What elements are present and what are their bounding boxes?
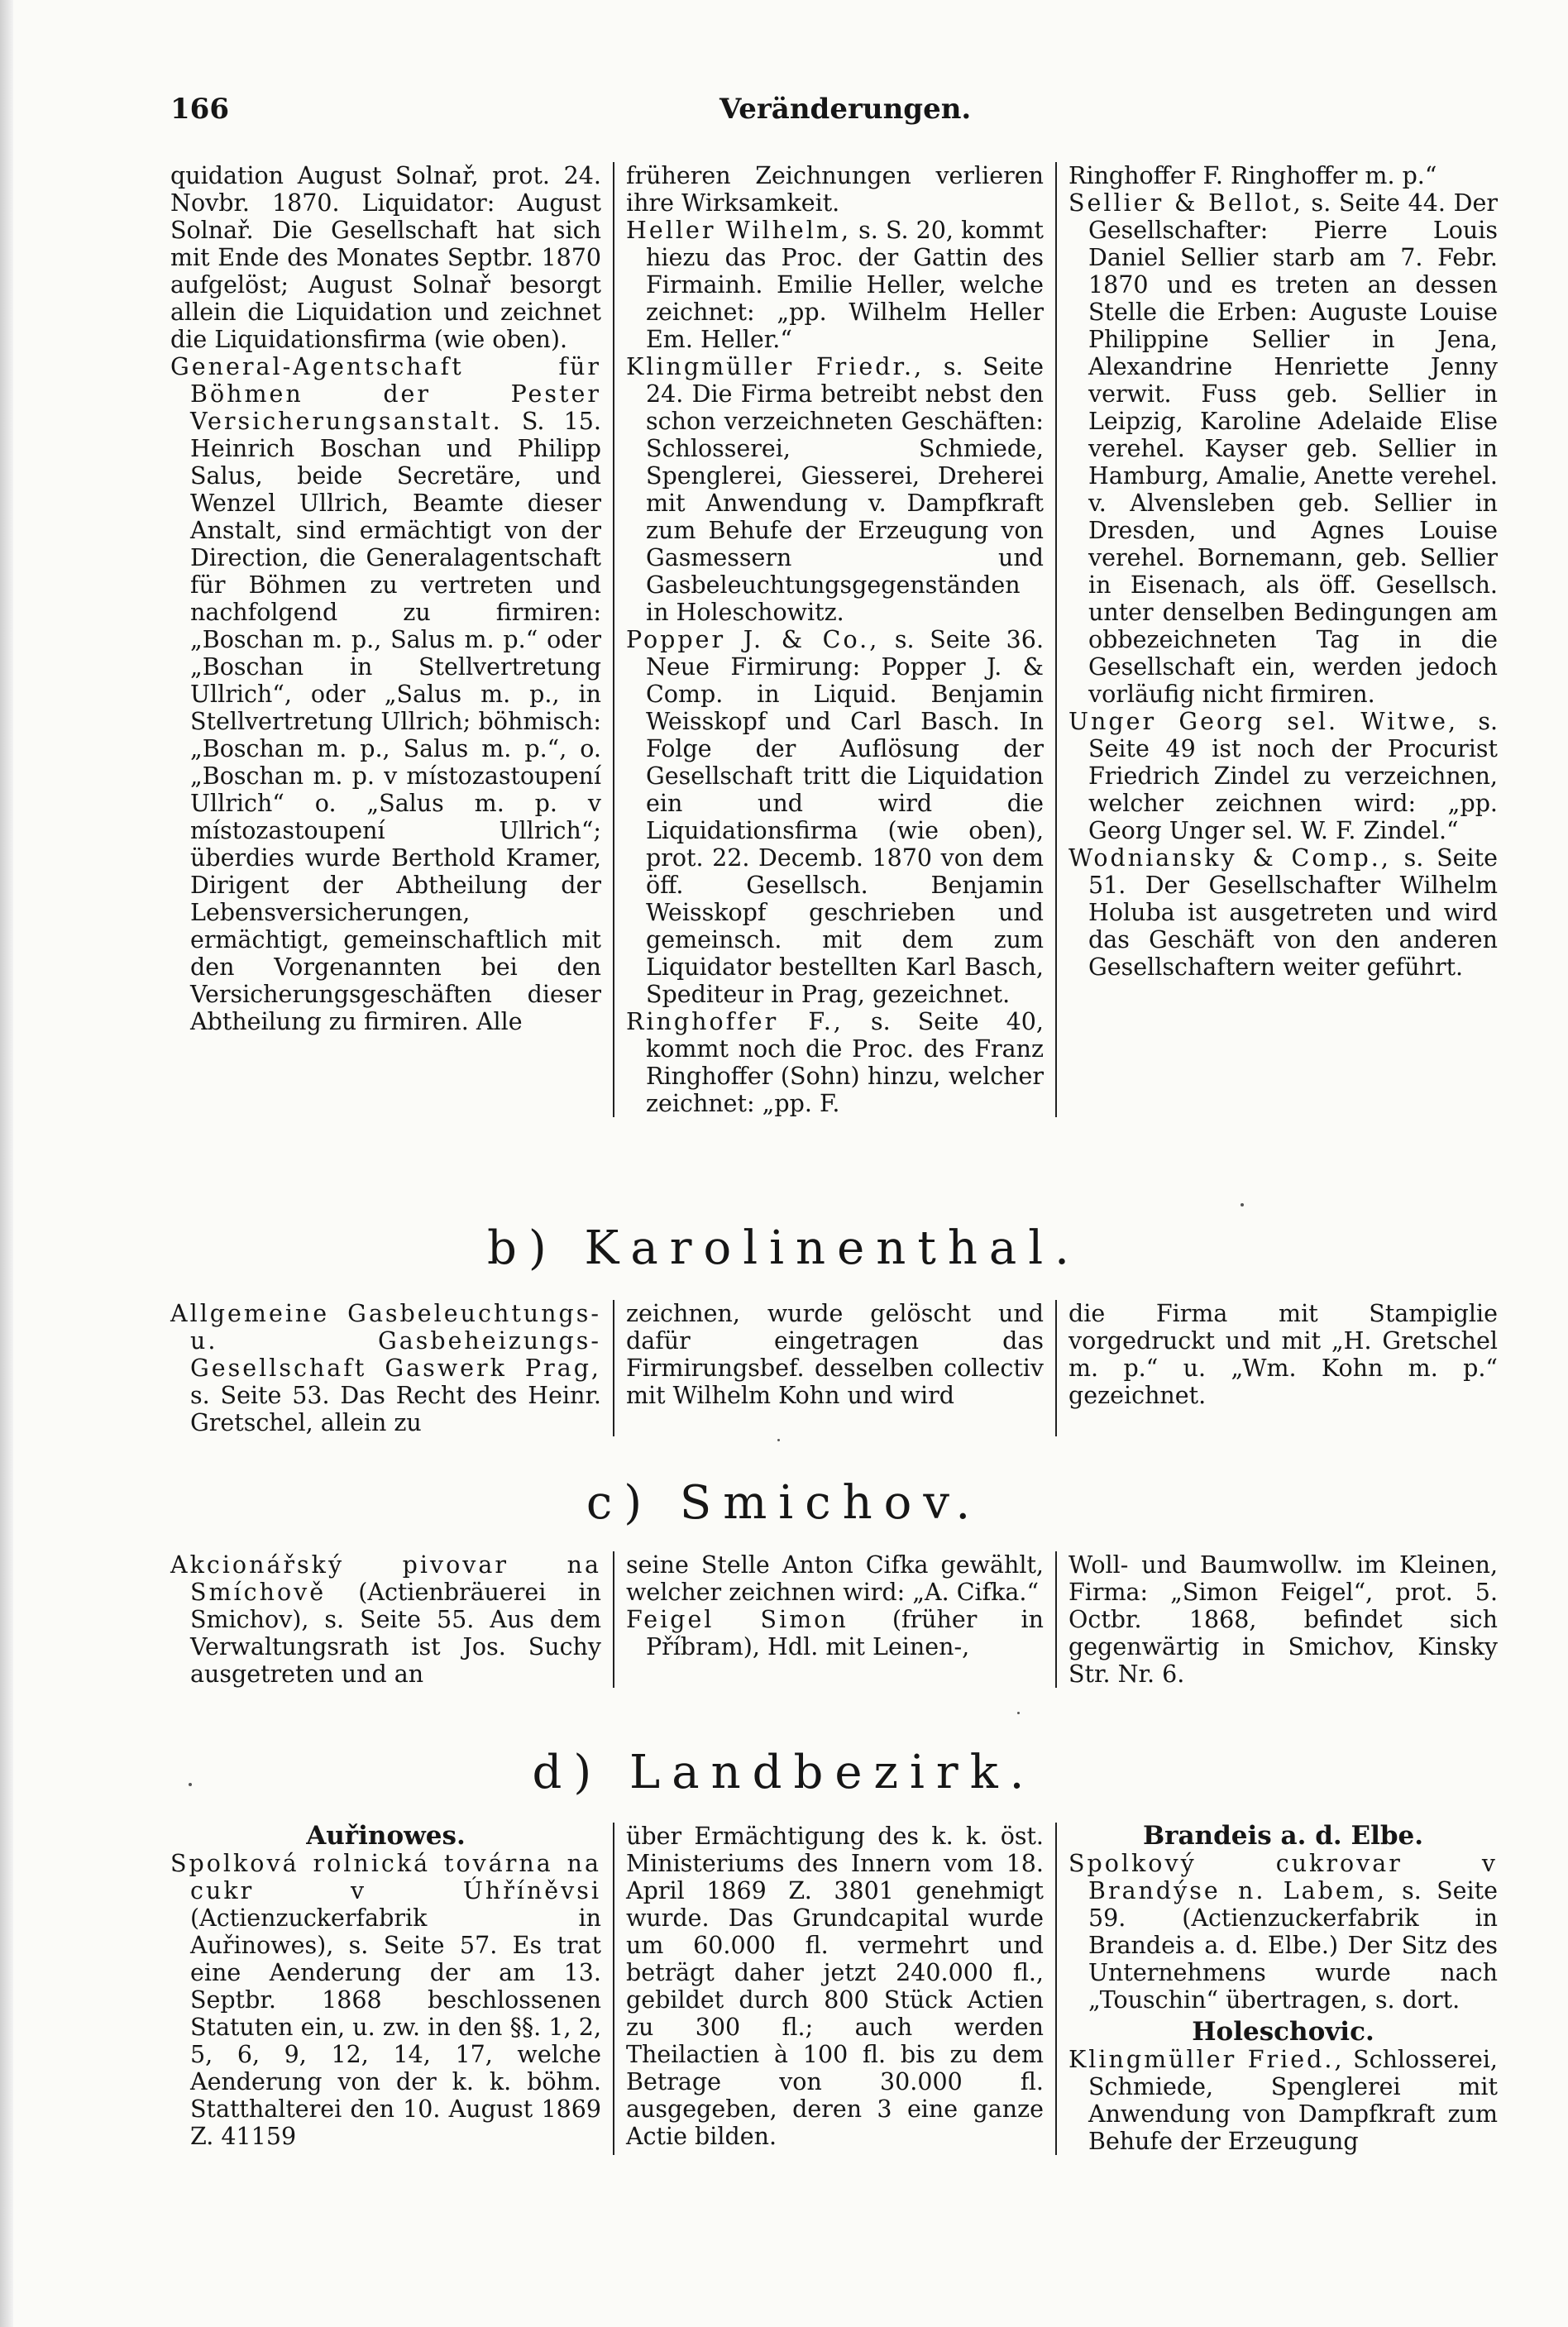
entry-text: s. Seite 40, kommt noch die Proc. des Franz Ringhoffer (Sohn) hinzu, welcher zeichnet: „pp. F.: [646, 1008, 1044, 1117]
section-d-columns: [170, 1823, 1499, 2155]
register-entry: [626, 217, 1044, 353]
register-entry: [1068, 708, 1498, 844]
register-entry: [626, 626, 1044, 1008]
section-d-column-3-entries-b: [1068, 2046, 1498, 2155]
entry-firm-name: Wodniansky & Comp.,: [1068, 844, 1391, 872]
register-entry: [170, 1850, 601, 2150]
section-d-column-3: [1055, 1823, 1498, 2155]
entry-text: (Actienzuckerfabrik in Auřinowes), s. Seite 57. Es trat eine Aenderung der am 13. Septbr. 1868 beschlossenen Statuten ein, u. zw. in den §§. 1, 2, 5, 6, 9, 12, 14, 17, welche Aenderung von der k. k. böhm. Statthalterei den 10. August 1869 Z. 41159: [190, 1904, 601, 2150]
section-c-column-1: [170, 1551, 613, 1688]
top-column-1: [170, 162, 613, 1117]
register-entry: [626, 1008, 1044, 1117]
entry-firm-name: Feigel Simon: [626, 1606, 849, 1633]
section-d-column-1-entries: [170, 1850, 601, 2150]
register-entry: [626, 1606, 1044, 1660]
print-speck: [1017, 1712, 1020, 1714]
entry-firm-name: Ringhoffer F.,: [626, 1008, 844, 1035]
register-entry: [170, 1300, 601, 1436]
entry-firm-name: Spolkový cukrovar v Brandýse n. Labem,: [1068, 1850, 1498, 1904]
section-b-column-3: [1055, 1300, 1498, 1436]
entry-text: (früher in Příbram), Hdl. mit Leinen-,: [646, 1606, 1044, 1660]
entry-text: Woll- und Baumwollw. im Kleinen, Firma: „Simon Feigel“, prot. 5. Octbr. 1868, befindet sich gegenwärtig in Smichov, Kinsky Str. Nr. 6.: [1068, 1551, 1498, 1688]
print-speck: [1241, 1203, 1244, 1207]
top-columns: [170, 162, 1499, 1117]
place-heading-brandeis: Brandeis a. d. Elbe.: [1142, 1821, 1424, 1851]
page-number: 166: [170, 93, 229, 126]
entry-firm-name: Allgemeine Gasbeleuchtungs- u. Gasbeheizungs-Gesellschaft Gaswerk Prag,: [170, 1300, 601, 1382]
register-entry: [1068, 844, 1498, 981]
register-entry-continuation: [626, 1300, 1044, 1409]
entry-text: die Firma mit Stampiglie vorgedruckt und mit „H. Gretschel m. p.“ u. „Wm. Kohn m. p.“ gezeichnet.: [1068, 1300, 1498, 1409]
top-column-2: [613, 162, 1055, 1117]
print-speck: [777, 1439, 780, 1441]
section-d-column-2: [613, 1823, 1055, 2155]
register-entry: [626, 353, 1044, 626]
entry-text: s. Seite 24. Die Firma betreibt nebst den schon verzeichneten Geschäften: Schlosserei, Schmiede, Spenglerei, Giesserei, Dreherei mit Anwendung v. Dampfkraft zum Behufe der Erzeugung von Gasmessern und Gasbeleuchtungsgegenständen in Holeschowitz.: [646, 353, 1044, 626]
register-entry-continuation: [626, 1823, 1044, 2150]
register-entry-continuation: [1068, 162, 1498, 189]
entry-text: s. Seite 44. Der Gesellschafter: Pierre Louis Daniel Sellier starb am 7. Febr. 1870 und es treten an dessen Stelle die Erben: Auguste Louise Philippine Sellier in Jena, Alexandrine Henriette Jenny verwit. Fuss geb. Sellier in Leipzig, Karoline Adelaide Elise verehel. Kayser geb. Sellier in Hamburg, Amalie, Anette verehel. v. Alvensleben geb. Sellier in Dresden, und Agnes Louise verehel. Bornemann, geb. Sellier in Eisenach, als öff. Gesellsch. unter denselben Bedingungen am obbezeichneten Tag in die Gesellschaft ein, werden jedoch vorläufig nicht firmiren.: [1088, 189, 1498, 708]
entry-text: s. Seite 59. (Actienzuckerfabrik in Brandeis a. d. Elbe.) Der Sitz des Unternehmens wurde nach „Touschin“ übertragen, s. dort.: [1088, 1877, 1498, 2014]
register-entry: [1068, 1850, 1498, 2014]
entry-text: s. S. 20, kommt hiezu das Proc. der Gattin des Firmainh. Emilie Heller, welche zeichnet: „pp. Wilhelm Heller Em. Heller.“: [646, 217, 1044, 353]
section-b-column-2: [613, 1300, 1055, 1436]
entry-text: s. Seite 36. Neue Firmirung: Popper J. & Comp. in Liquid. Benjamin Weisskopf und Carl Basch. In Folge der Auflösung der Gesellschaft tritt die Liquidation ein und wird die Liquidationsfirma (wie oben), prot. 22. Decemb. 1870 von dem öff. Gesellsch. Benjamin Weisskopf geschrieben und gemeinsch. mit dem zum Liquidator bestellten Karl Basch, Spediteur in Prag, gezeichnet.: [646, 626, 1045, 1008]
entry-text: s. Seite 51. Der Gesellschafter Wilhelm Holuba ist ausgetreten und wird das Geschäft von den anderen Gesellschaftern weiter geführt.: [1088, 844, 1498, 981]
section-d-column-3-entries-a: [1068, 1850, 1498, 2014]
entry-text: s. Seite 49 ist noch der Procurist Friedrich Zindel zu verzeichnen, welcher zeichnen wird: „pp. Georg Unger sel. W. F. Zindel.“: [1088, 708, 1498, 844]
register-entry-continuation: [626, 1551, 1044, 1606]
entry-text: über Ermächtigung des k. k. öst. Ministeriums des Innern vom 18. April 1869 Z. 3801 genehmigt wurde. Das Grundcapital wurde um 60.000 fl. vermehrt und beträgt daher jetzt 240.000 fl., gebildet durch 800 Stück Actien zu 300 fl.; auch werden Theilactien à 100 fl. bis zu dem Betrage von 30.000 fl. ausgegeben, deren 3 eine ganze Actie bilden.: [626, 1823, 1044, 2150]
register-entry-continuation: [1068, 1551, 1498, 1688]
place-heading-aurinowes: Auřinowes.: [306, 1821, 466, 1851]
place-heading-holeschovic: Holeschovic.: [1192, 2017, 1374, 2047]
entry-text: s. Seite 53. Das Recht des Heinr. Gretschel, allein zu: [190, 1382, 601, 1436]
register-entry: [1068, 2046, 1498, 2155]
print-speck: [189, 1783, 192, 1786]
section-b-column-1: [170, 1300, 613, 1436]
section-c-column-2: [613, 1551, 1055, 1688]
register-entry: [170, 353, 601, 1035]
entry-text: früheren Zeichnungen verlieren ihre Wirksamkeit.: [626, 162, 1044, 217]
section-c-columns: [170, 1551, 1499, 1688]
entry-firm-name: Unger Georg sel. Witwe,: [1068, 708, 1459, 735]
entry-firm-name: Heller Wilhelm,: [626, 217, 852, 244]
entry-firm-name: Klingmüller Fried.,: [1068, 2046, 1345, 2073]
register-entry: [170, 1551, 601, 1688]
section-heading-karolinenthal: b) Karolinenthal.: [487, 1221, 1081, 1275]
top-column-3: [1055, 162, 1498, 1117]
register-entry: [1068, 189, 1498, 708]
entry-firm-name: Klingmüller Friedr.,: [626, 353, 925, 380]
entry-text: Schlosserei, Schmiede, Spenglerei mit Anwendung von Dampfkraft zum Behufe der Erzeugung: [1088, 2046, 1498, 2155]
register-entry-continuation: [170, 162, 601, 353]
section-b-columns: [170, 1300, 1499, 1436]
section-d-column-1: [170, 1823, 613, 2155]
page-edge-shadow: [0, 0, 13, 2327]
entry-text: quidation August Solnař, prot. 24. Novbr. 1870. Liquidator: August Solnař. Die Gesellschaft hat sich mit Ende des Monates Septbr. 1870 aufgelöst; August Solnař besorgt allein die Liquidation und zeichnet die Liquidationsfirma (wie oben).: [170, 162, 601, 353]
section-heading-smichov: c) Smichov.: [586, 1476, 982, 1530]
entry-text: Ringhoffer F. Ringhoffer m. p.“: [1068, 162, 1437, 189]
section-heading-landbezirk: d) Landbezirk.: [532, 1746, 1036, 1799]
entry-text: (Actienbräuerei in Smichov), s. Seite 55. Aus dem Verwaltungsrath ist Jos. Suchy ausgetreten und an: [190, 1579, 601, 1688]
register-entry-continuation: [626, 162, 1044, 217]
entry-text: seine Stelle Anton Cifka gewählt, welcher zeichnen wird: „A. Cifka.“: [626, 1551, 1044, 1606]
entry-firm-name: Sellier & Bellot,: [1068, 189, 1303, 217]
register-entry-continuation: [1068, 1300, 1498, 1409]
entry-firm-name: General-Agentschaft für Böhmen der Pester Versicherungsanstalt.: [170, 353, 601, 435]
entry-text: S. 15. Heinrich Boschan und Philipp Salus, beide Secretäre, und Wenzel Ullrich, Beamte dieser Anstalt, sind ermächtigt von der Direction, die Generalagentschaft für Böhmen zu vertreten und nachfolgend zu firmiren: „Boschan m. p., Salus m. p.“ oder „Boschan in Stellvertretung Ullrich“, oder „Salus m. p., in Stellvertretung Ullrich; böhmisch: „Boschan m. p., Salus m. p.“, o. „Boschan m. p. v místozastoupení Ullrich“ o. „Salus m. p. v místozastoupení Ullrich“; überdies wurde Berthold Kramer, Dirigent der Abtheilung der Lebensversicherungen, ermächtigt, gemeinschaftlich mit den Vorgenannten bei den Versicherungsgeschäften dieser Abtheilung zu firmiren. Alle: [190, 408, 601, 1035]
entry-firm-name: Spolková rolnická továrna na cukr v Úhříněvsi: [170, 1850, 601, 1904]
running-head: Veränderungen.: [719, 93, 972, 126]
entry-firm-name: Popper J. & Co.,: [626, 626, 880, 653]
entry-text: zeichnen, wurde gelöscht und dafür eingetragen das Firmirungsbef. desselben collectiv mit Wilhelm Kohn und wird: [626, 1300, 1044, 1409]
entry-firm-name: Akcionářský pivovar na Smíchově: [170, 1551, 601, 1606]
section-c-column-3: [1055, 1551, 1498, 1688]
